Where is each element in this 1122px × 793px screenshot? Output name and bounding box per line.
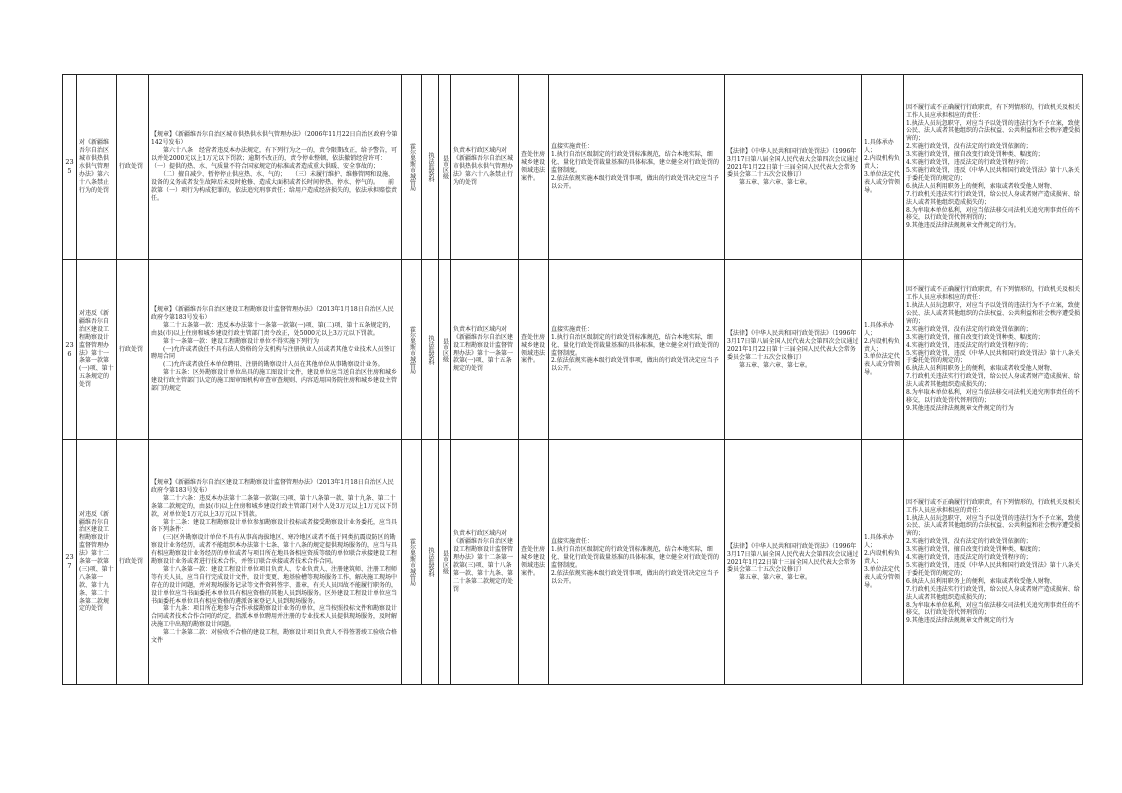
admin-level: 县市区级	[439, 260, 451, 440]
power-list-table	[62, 74, 1083, 685]
liability-cases: 因不履行或不正确履行行政职责，有下列情形的，行政机关及相关工作人员应承担相应的责任： 1.执法人员玩忽职守，对应当予以处罚的违法行为不予立案，致使公民、法人或者其他组织的合法权益、公共利益和社会秩序遭受损害的； 2.实施行政处罚，没有法定的行政处罚依据的； 3.实施行政处罚，擅自改变行政处罚种类、幅度的； 4.实施行政处罚，违反法定的行政处罚程序的； 5.实施行政处罚，违反《中华人民共和国行政处罚法》第十八条关于委托处罚的规定的； 6.执法人员利用职务上的便利，索取或者收受他人财物、 7.行政机关违法实行行政处罚，给公民人身或者财产造成损害、给法人或者其他组织造成损失的； 8.为牟取本单位私利，对应当依法移交司法机关追究刑事责任的不移交，以行政处罚代替刑罚的； 9.其他违反法律法规规章文件规定的行为。	[904, 75, 1083, 260]
responsible-subject: 1.具体承办人； 2.内设机构负责人； 3.单位法定代表人或分管领导。	[862, 75, 904, 260]
legal-basis: 【规章】《新疆维吾尔自治区建设工程勘察设计监督管理办法》（2013年1月18日自治区人民政府令第183号发布） 第二十六条：违反本办法第十二条第一款第(三)项、第十八条第一款、第十九条、第二十条第二款规定的，由县(市)以上住房和城乡建设行政主管部门对个人处3万元以上1万元以下罚款，对单位处1万元以上3万元以下罚款。 第十二条：建设工程勘察设计单位参加勘察设计投标或者接受勘察设计业务委托，应当具备下列条件： (三)区外勘察设计单位不具有从事高海拔地区、寒冷地区或者不低于同类抗震设防区的勘察设计业务经历，或者不能组织本办法第十七条、第十八条的规定提供现场服务的，应当与具有相应勘察设计业务经历的单位或者与项目所在地具备相应资质等级的单位联合承接建设工程勘察设计业务或者进行技术合作，并签订联合承接或者技术合作合同。 第十八条第一款：建设工程设计单位项目负责人、专业负责人、注册建筑师、注册工程师等有关人员，应当自行完成设计文件，设计变更、地基验槽等现场服务工作，解决施工现场中存在的设计问题，并对现场服务记录等文件资料签字、盖章，有关人员因故不能履行职务的，设计单位应当书面委托本单位具有相应资格的其他人员到场服务。区外建设工程设计单位应当书面委托本单位具有相应资格的遴派备案登记人员到现场服务。 第十九条：项目所在地参与合作承接勘察设计业务的单位，应当按照投标文件和勘察设计合同或者技术合作合同的约定，指派本单位聘用并注册的专业技术人员提供现场服务，及时解决施工中出现的勘察设计问题。 第二十条第二款：对验收不合格的建设工程，勘察设计项目负责人不得签署竣工验收合格文件	[149, 440, 402, 685]
row-number: 236	[63, 260, 77, 440]
legal-basis: 【规章】《新疆维吾尔自治区城市供热供水供气管理办法》（2006年11月22日自治区政府令第142号发布） 第六十八条 经营者违反本办法规定，有下列行为之一的，责令限期改正，给予警告，可以并处2000元以上1万元以下罚款；逾期不改正的，责令停业整顿，依法撤销经营许可： （一）提供的热、水、气质量不符合国家规定的标准或者造成重大供暖、安全事故的； （二）擅自减少、暂停停止供应热、水、气的； （三）未履行维护、维修管网和设施、设备的义务或者发生故障后未及时抢修、造成大面积或者长时间停热、停水、停气的。 前款第（一）项行为构成犯罪的，依法追究刑事责任；给用户造成经济损失的，依法承担赔偿责任。	[149, 75, 402, 260]
item-name: 对违反《新疆维吾尔自治区建设工程勘察设计监督管理办法》第十二条第一款第(三)项、第十八条第一款、第十九条、第二十条第二款规定的处罚	[77, 440, 117, 685]
duty-detail: 查处住房城乡建设领域违法案件。	[519, 75, 549, 260]
admin-level: 县市区级	[439, 75, 451, 260]
implementation-duty: 直接实施责任： 1.执行自治区级制定的行政处罚标准规范，结合本地实际，细化、量化行政处罚裁量基准的具体标准，建立健全对行政处罚的监督制度。 2.依法依规实施本级行政处罚事项，做出的行政处罚决定应当予以公开。	[549, 75, 725, 260]
row-number: 237	[63, 440, 77, 685]
duty-detail: 查处住房城乡建设领域违法案件。	[519, 440, 549, 685]
item-type: 行政处罚	[117, 75, 149, 260]
duty-description: 负责本行政区域内对《新疆维吾尔自治区城市供热供水供气管理办法》第六十八条禁止行为的处罚	[451, 75, 519, 260]
accountability-law: 【法律】《中华人民共和国行政处罚法》（1996年3月17日第八届全国人民代表大会第四次会议通过 2021年1月22日第十三届全国人民代表大会常务委员会第二十五次会议修订） 第五章、第六章、第七章。	[725, 260, 862, 440]
department: 霍尔果斯市城管局	[402, 260, 422, 440]
responsible-unit: 执法监察科	[422, 440, 439, 685]
table-row	[63, 260, 1083, 440]
responsible-subject: 1.具体承办人； 2.内设机构负责人； 3.单位法定代表人或分管领导。	[862, 440, 904, 685]
legal-basis: 【规章】《新疆维吾尔自治区建设工程勘察设计监督管理办法》（2013年1月18日自治区人民政府令第183号发布） 第二十五条第一款：违反本办法第十一条第一款第(一)项、第(二)项、第十五条规定的，由县(市)以上住房和城乡建设行政主管部门责令改正，处5000元以上3万元以下罚款。 第十一条第一款：建设工程勘察设计单位不得实施下列行为 (一)允许或者放任不具有法人资格的分支机构与注册执业人员或者其他专业技术人员签订聘用合同 (二)允许或者放任本单位聘用、注册的勘察设计人员在其他单位从事勘察设计业务。 第十五条：区外勘察设计单位出具的施工图设计文件，建设单位应当送自治区住房和城乡建设行政主管部门认定的施工图审图机构审查审查规则、内容适用国务院住房和城乡建设主管部门的规定	[149, 260, 402, 440]
item-name: 对违反《新疆维吾尔自治区建设工程勘察设计监督管理办法》第十一条第一款第(一)项、第十五条规定的处罚	[77, 260, 117, 440]
department: 霍尔果斯市城管局	[402, 75, 422, 260]
table-row	[63, 75, 1083, 260]
responsible-unit: 执法监察科	[422, 75, 439, 260]
liability-cases: 因不履行或不正确履行行政职责，有下列情形的，行政机关及相关工作人员应承担相应的责任： 1.执法人员玩忽职守，对应当予以处罚的违法行为不予立案，致使公民、法人或者其他组织的合法权益、公共利益和社会秩序遭受损害的； 2.实施行政处罚，没有法定的行政处罚依据的； 3.实施行政处罚，擅自改变行政处罚种类、幅度的； 4.实施行政处罚，违反法定的行政处罚程序的； 5.实施行政处罚，违反《中华人民共和国行政处罚法》第十八条关于委托处罚的规定的； 6.执法人员利用职务上的便利，索取或者收受他人财物、 7.行政机关违法实行行政处罚，给公民人身或者财产造成损害、给法人或者其他组织造成损失的； 8.为牟取本单位私利，对应当依法移交司法机关追究刑事责任的不移交，以行政处罚代替刑罚的； 9.其他违反法律法规规章文件规定的行为	[904, 440, 1083, 685]
item-type: 行政处罚	[117, 440, 149, 685]
liability-cases: 因不履行或不正确履行行政职责，有下列情形的，行政机关及相关工作人员应承担相应的责任： 1.执法人员玩忽职守，对应当予以处罚的违法行为不予立案，致使公民、法人或者其他组织的合法权益、公共利益和社会秩序遭受损害的； 2.实施行政处罚，没有法定的行政处罚依据的； 3.实施行政处罚，擅自改变行政处罚种类、幅度的； 4.实施行政处罚，违反法定的行政处罚程序的； 5.实施行政处罚，违反《中华人民共和国行政处罚法》第十八条关于委托处罚的规定的； 6.执法人员利用职务上的便利，索取或者收受他人财物、 7.行政机关违法实行行政处罚，给公民人身或者财产造成损害、给法人或者其他组织造成损失的； 8.为牟取本单位私利，对应当依法移交司法机关追究刑事责任的不移交，以行政处罚代替刑罚的； 9.其他违反法律法规规章文件规定的行为	[904, 260, 1083, 440]
item-name: 对《新疆维吾尔自治区城市供热供水供气管理办法》第六十八条禁止行为的处罚	[77, 75, 117, 260]
implementation-duty: 直接实施责任： 1.执行自治区级制定的行政处罚标准规范，结合本地实际，细化、量化行政处罚裁量基准的具体标准，建立健全对行政处罚的监督制度。 2.依法依规实施本级行政处罚事项，做出的行政处罚决定应当予以公开。	[549, 440, 725, 685]
admin-level: 县市区级	[439, 440, 451, 685]
implementation-duty: 直接实施责任： 1.执行自治区级制定的行政处罚标准规范，结合本地实际，细化、量化行政处罚裁量基准的具体标准，建立健全对行政处罚的监督制度。 2.依法依规实施本级行政处罚事项，做出的行政处罚决定应当予以公开。	[549, 260, 725, 440]
item-type: 行政处罚	[117, 260, 149, 440]
accountability-law: 【法律】《中华人民共和国行政处罚法》（1996年3月17日第八届全国人民代表大会第四次会议通过 2021年1月22日第十三届全国人民代表大会常务委员会第二十五次会议修订） 第五章、第六章、第七章。	[725, 440, 862, 685]
duty-description: 负责本行政区域内对《新疆维吾尔自治区建设工程勘察设计监督管理办法》第十一条第一款第(一)项、第十五条规定的处罚	[451, 260, 519, 440]
row-number: 235	[63, 75, 77, 260]
duty-detail: 查处住房城乡建设领域违法案件。	[519, 260, 549, 440]
department: 霍尔果斯市城管局	[402, 440, 422, 685]
accountability-law: 【法律】《中华人民共和国行政处罚法》（1996年3月17日第八届全国人民代表大会第四次会议通过 2021年1月22日第十三届全国人民代表大会常务委员会第二十五次会议修订） 第五章、第六章、第七章。	[725, 75, 862, 260]
duty-description: 负责本行政区域内对《新疆维吾尔自治区建设工程勘察设计监督管理办法》第十二条第一款第(三)项、第十八条第一款、第十九条、第二十条第二款规定的处罚	[451, 440, 519, 685]
responsible-unit: 执法监察科	[422, 260, 439, 440]
responsible-subject: 1.具体承办人； 2.内设机构负责人； 3.单位法定代表人或分管领导。	[862, 260, 904, 440]
table-row	[63, 440, 1083, 685]
